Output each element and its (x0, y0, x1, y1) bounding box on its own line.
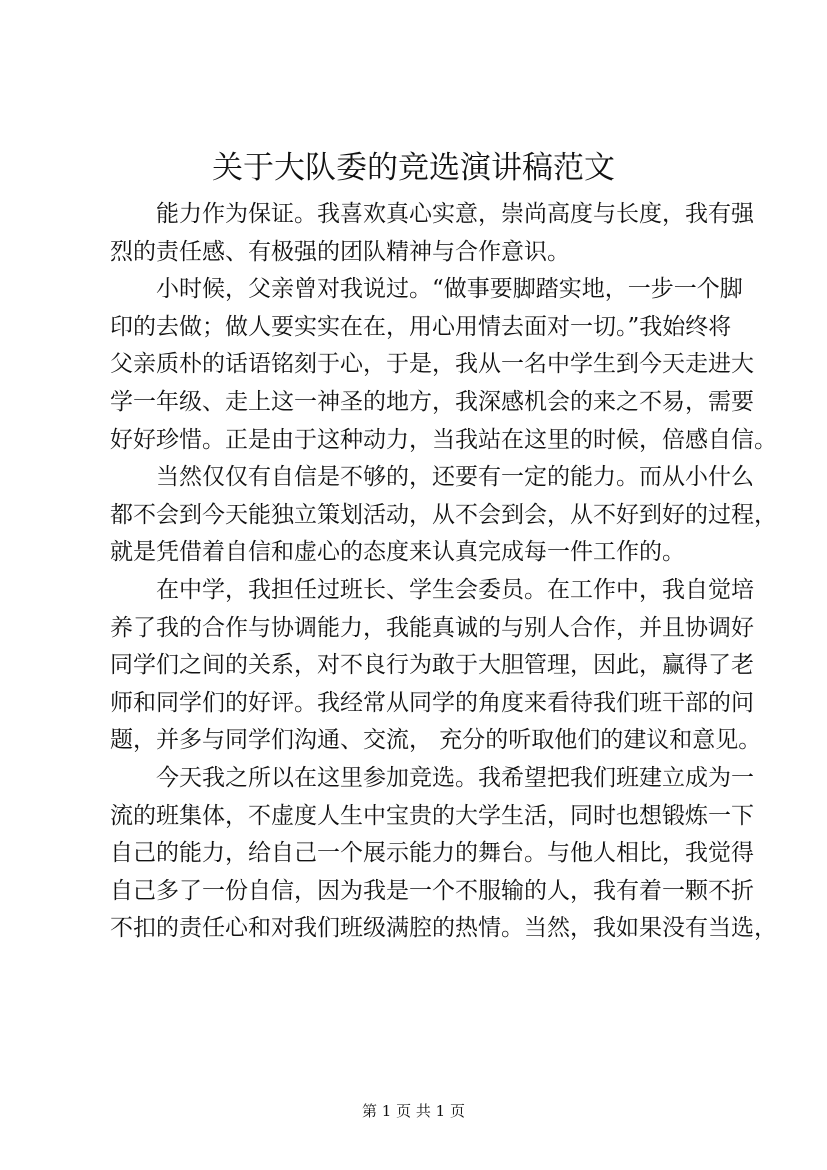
text-line: 不扣的责任心和对我们班级满腔的热情。当然，我如果没有当选， (110, 915, 777, 942)
document-body (110, 196, 777, 948)
paragraph (110, 271, 777, 459)
text-line: 自己的能力，给自己一个展示能力的舞台。与他人相比，我觉得 (110, 840, 754, 867)
text-line: 父亲质朴的话语铭刻于心，于是，我从一名中学生到今天走进大 (110, 351, 754, 378)
text-line: 小时候，父亲曾对我说过。“做事要脚踏实地，一步一个脚 (156, 276, 743, 303)
page-number-footer: 第 1 页 共 1 页 (362, 1102, 465, 1120)
text-line: 当然仅仅有自信是不够的，还要有一定的能力。而从小什么 (156, 464, 754, 491)
document-title: 关于大队委的竞选演讲稿范文 (212, 150, 615, 186)
text-line: 师和同学们的好评。我经常从同学的角度来看待我们班干部的问 (110, 689, 754, 716)
text-line: 好好珍惜。正是由于这种动力，当我站在这里的时候，倍感自信。 (110, 426, 777, 453)
text-line: 学一年级、走上这一神圣的地方，我深感机会的来之不易，需要 (110, 388, 754, 415)
paragraph (110, 459, 777, 572)
text-line: 都不会到今天能独立策划活动，从不会到会，从不好到好的过程， (110, 501, 777, 528)
text-line: 在中学，我担任过班长、学生会委员。在工作中，我自觉培 (156, 576, 754, 603)
text-line: 印的去做；做人要实实在在，用心用情去面对一切。”我始终将 (110, 313, 732, 340)
text-line: 养了我的合作与协调能力，我能真诚的与别人合作，并且协调好 (110, 614, 754, 641)
paragraph (110, 196, 754, 271)
text-line: 能力作为保证。我喜欢真心实意，崇尚高度与长度，我有强 (156, 201, 754, 227)
text-line: 同学们之间的关系，对不良行为敢于大胆管理，因此，赢得了老 (110, 652, 754, 679)
paragraph (110, 760, 777, 948)
text-line: 流的班集体，不虚度人生中宝贵的大学生活，同时也想锻炼一下 (110, 802, 754, 829)
text-line: 今天我之所以在这里参加竞选。我希望把我们班建立成为一 (156, 764, 754, 791)
text-line: 自己多了一份自信，因为我是一个不服输的人，我有着一颗不折 (110, 877, 754, 904)
text-line: 题，并多与同学们沟通、交流， 充分的听取他们的建议和意见。 (110, 727, 762, 754)
text-line: 烈的责任感、有极强的团队精神与合作意识。 (110, 238, 570, 265)
paragraph (110, 572, 762, 760)
text-line: 就是凭借着自信和虚心的态度来认真完成每一件工作的。 (110, 539, 685, 566)
